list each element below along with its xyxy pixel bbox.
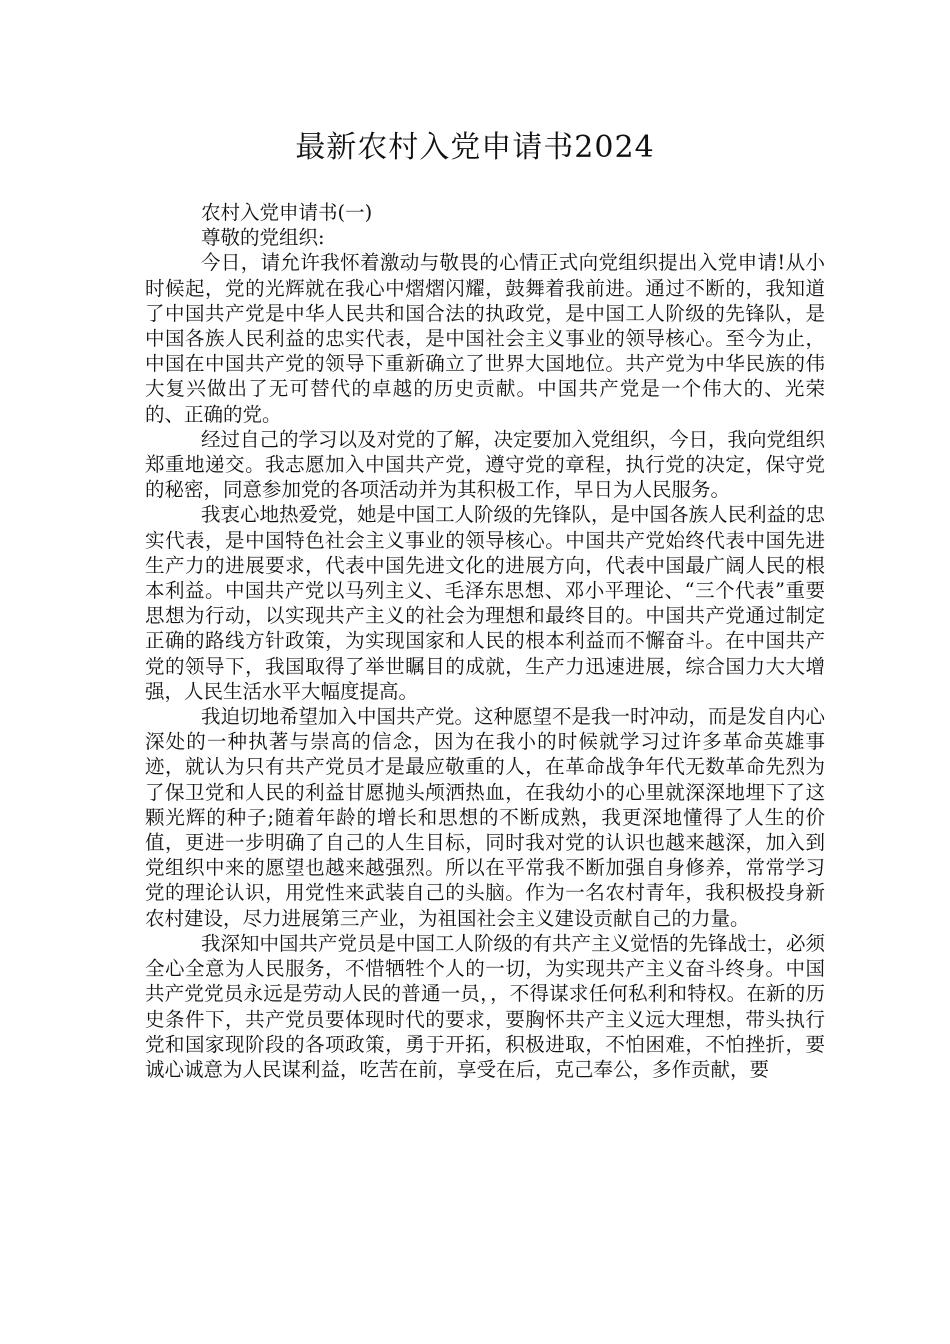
document-title: 最新农村入党申请书2024	[295, 130, 655, 165]
document-body	[145, 200, 825, 1082]
paragraph-2: 经过自己的学习以及对党的了解，决定要加入党组织，今日，我向党组织郑重地递交。我志愿加入中国共产党，遵守党的章程，执行党的决定，保守党的秘密，同意参加党的各项活动并为其积极工作，早日为人民服务。	[145, 427, 826, 502]
document-subtitle: 农村入党申请书(一)	[201, 201, 373, 224]
paragraph-5: 我深知中国共产党员是中国工人阶级的有共产主义觉悟的先锋战士，必须全心全意为人民服务，不惜牺牲个人的一切，为实现共产主义奋斗终身。中国共产党党员永远是劳动人民的普通一员，，不得谋求任何私利和特权。在新的历史条件下，共产党员要体现时代的要求，要胸怀共产主义远大理想，带头执行党和国家现阶段的各项政策，勇于开拓，积极进取，不怕困难，不怕挫折，要诚心诚意为人民谋利益，吃苦在前，享受在后，克己奉公，多作贡献，要	[145, 931, 826, 1081]
salutation: 尊敬的党组织:	[201, 226, 325, 250]
paragraph-4: 我迫切地希望加入中国共产党。这种愿望不是我一时冲动，而是发自内心深处的一种执著与崇高的信念，因为在我小的时候就学习过许多革命英雄事迹，就认为只有共产党员才是最应敬重的人，在革命战争年代无数革命先烈为了保卫党和人民的利益甘愿抛头颅洒热血，在我幼小的心里就深深地埋下了这颗光辉的种子;随着年龄的增长和思想的不断成熟，我更深地懂得了人生的价值，更进一步明确了自己的人生目标，同时我对党的认识也越来越深，加入到党组织中来的愿望也越来越强烈。所以在平常我不断加强自身修养，常常学习党的理论认识，用党性来武装自己的头脑。作为一名农村青年，我积极投身新农村建设，尽力进展第三产业，为祖国社会主义建设贡献自己的力量。	[145, 705, 826, 930]
paragraph-3: 我衷心地热爱党，她是中国工人阶级的先锋队，是中国各族人民利益的忠实代表，是中国特色社会主义事业的领导核心。中国共产党始终代表中国先进生产力的进展要求，代表中国先进文化的进展方向，代表中国最广阔人民的根本利益。中国共产党以马列主义、毛泽东思想、邓小平理论、“三个代表”重要思想为行动，以实现共产主义的社会为理想和最终目的。中国共产党通过制定正确的路线方针政策，为实现国家和人民的根本利益而不懈奋斗。在中国共产党的领导下，我国取得了举世瞩目的成就，生产力迅速进展，综合国力大大增强，人民生活水平大幅度提高。	[145, 503, 826, 703]
paragraph-1: 今日，请允许我怀着激动与敬畏的心情正式向党组织提出入党申请!从小时候起，党的光辉就在我心中熠熠闪耀，鼓舞着我前进。通过不断的，我知道了中国共产党是中华人民共和国合法的执政党，是中国工人阶级的先锋队，是中国各族人民利益的忠实代表，是中国社会主义事业的领导核心。至今为止，中国在中国共产党的领导下重新确立了世界大国地位。共产党为中华民族的伟大复兴做出了无可替代的卓越的历史贡献。中国共产党是一个伟大的、光荣的、正确的党。	[145, 251, 825, 426]
